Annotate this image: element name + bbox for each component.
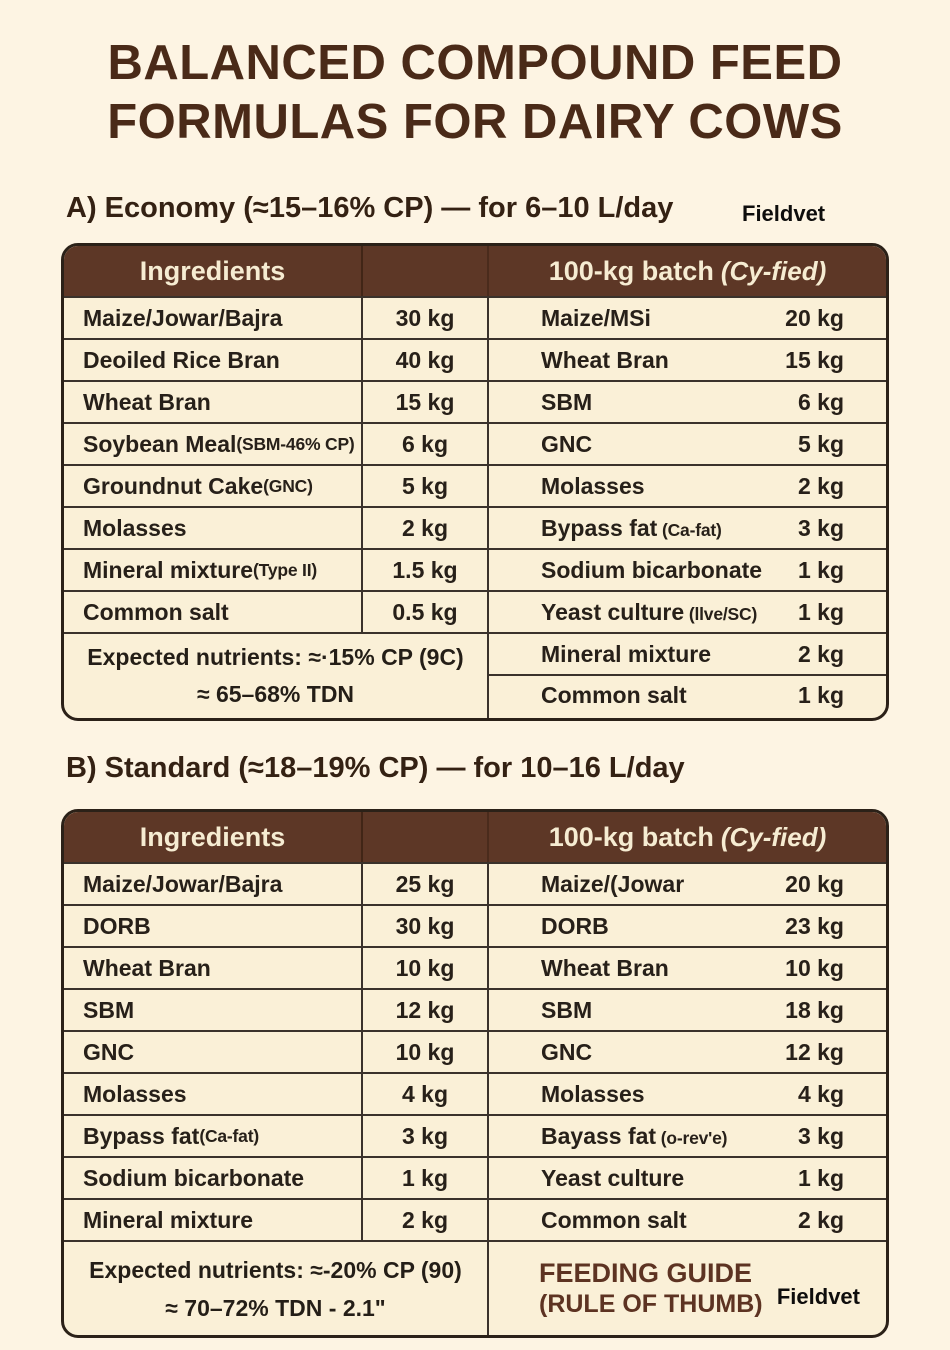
batch-cell [489,424,886,464]
batch-ingredient [541,1165,684,1192]
table-a-header-batch-label: 100-kg batch [548,255,714,286]
watermark-fieldvet-top: Fieldvet [742,201,826,226]
table-row [64,296,886,338]
batch-ingredient [541,997,592,1024]
ingredient-cell [64,298,363,338]
batch-ingredient [541,913,609,940]
ingredient-cell [64,1116,363,1156]
ingredient-name: GNC [83,1038,135,1065]
batch-cell [489,382,886,422]
ingredient-cell [64,550,363,590]
expected-nutrients-a [64,634,489,718]
batch-ingredient [541,515,722,542]
batch-cell [489,1158,886,1198]
batch-quantity: 2 kg [797,472,844,499]
table-b-header-row [64,812,886,862]
ingredient-cell [64,1200,363,1240]
batch-ingredient-name: GNC [541,430,593,457]
quantity-cell: 0.5 kg [363,592,489,632]
ingredient-name: Molasses [83,514,187,541]
expected-nutrients-a-line2: ≈ 65–68% TDN [196,681,355,707]
ingredient-name: Deoiled Rice Bran [83,346,280,373]
batch-ingredient-name: Bayass fat [541,1122,657,1149]
batch-cell [489,592,886,632]
quantity-cell: 5 kg [363,466,489,506]
batch-ingredient-name: Bypass fat [541,514,658,541]
page-title-line1: BALANCED COMPOUND FEED [107,36,843,90]
feeding-guide-line1: FEEDING GUIDE [539,1258,753,1288]
table-a-footer-extra-rows [489,634,886,718]
batch-quantity: 3 kg [797,1122,844,1149]
batch-ingredient-name: SBM [541,388,593,415]
page-title-line2: FORMULAS FOR DAIRY COWS [107,95,843,149]
batch-cell [489,340,886,380]
batch-ingredient-name: SBM [541,996,593,1023]
table-row [64,862,886,904]
batch-quantity: 3 kg [797,514,844,541]
batch-quantity: 23 kg [785,912,844,939]
ingredient-note: (Ca-fat) [199,1125,259,1146]
page-title [0,34,950,152]
table-row [64,1156,886,1198]
table-row [489,674,886,714]
table-row [64,506,886,548]
table-b-header-batch-label: 100-kg batch [548,821,714,852]
batch-cell [489,508,886,548]
table-row [64,464,886,506]
batch-ingredient [541,1207,687,1234]
batch-quantity: 18 kg [785,996,844,1023]
table-b-header-batch-note: (Cy-fied) [720,821,827,852]
batch-cell [489,864,886,904]
table-row [64,946,886,988]
table-row [64,1030,886,1072]
table-economy [61,243,889,721]
batch-ingredient-name: Molasses [541,472,645,499]
table-a-header-batch [489,246,886,296]
section-a-heading: A) Economy (≈15–16% CP) — for 6–10 L/day [66,192,674,224]
batch-ingredient [541,1123,727,1150]
expected-nutrients-b-line1: Expected nutrients: ≈-20% CP (90) [89,1256,462,1283]
batch-ingredient-name: Wheat Bran [541,954,669,981]
table-b-footer [64,1240,886,1335]
batch-ingredient-name: Yeast culture [541,598,685,625]
batch-ingredient [541,871,684,898]
ingredient-cell [64,592,363,632]
batch-quantity: 2 kg [797,1206,844,1233]
table-a-header-row [64,246,886,296]
ingredient-name: Wheat Bran [83,954,211,981]
batch-quantity: 5 kg [797,430,844,457]
quantity-cell: 10 kg [363,1032,489,1072]
batch-ingredient-name: Maize/MSi [541,304,651,331]
batch-ingredient-name: Yeast culture [541,1164,685,1191]
batch-ingredient [541,557,762,584]
batch-ingredient-name: Common salt [541,1206,687,1233]
quantity-cell: 1.5 kg [363,550,489,590]
batch-ingredient-note: (o-rev'e) [656,1127,728,1148]
batch-ingredient [541,599,757,626]
batch-ingredient-note: (Ca-fat) [657,519,722,540]
table-a-footer [64,632,886,718]
ingredient-note: (SBM-46% CP) [236,433,355,454]
batch-ingredient [541,389,592,416]
ingredient-cell [64,1158,363,1198]
table-row [64,1072,886,1114]
quantity-cell: 25 kg [363,864,489,904]
ingredient-name: Bypass fat [83,1122,200,1149]
ingredient-cell [64,1074,363,1114]
ingredient-cell [64,340,363,380]
batch-quantity: 15 kg [785,346,844,373]
batch-quantity: 1 kg [797,556,844,583]
batch-cell [489,550,886,590]
ingredient-name: Maize/Jowar/Bajra [83,304,283,331]
table-row [64,988,886,1030]
quantity-cell: 4 kg [363,1074,489,1114]
ingredient-cell [64,508,363,548]
ingredient-name: Wheat Bran [83,388,211,415]
batch-ingredient [541,955,669,982]
batch-ingredient-name: Common salt [541,681,687,708]
table-b-header-batch [489,812,886,862]
table-row [64,380,886,422]
table-a-header-batch-note: (Cy-fied) [720,255,827,286]
batch-ingredient-name: GNC [541,1038,593,1065]
batch-quantity: 6 kg [797,388,844,415]
quantity-cell: 2 kg [363,508,489,548]
quantity-cell: 6 kg [363,424,489,464]
batch-ingredient-note: (llve/SC) [684,603,758,624]
batch-quantity: 4 kg [797,1080,844,1107]
batch-ingredient [541,305,651,332]
ingredient-cell [64,948,363,988]
batch-ingredient-name: Sodium bicarbonate [541,556,763,583]
ingredient-cell [64,424,363,464]
ingredient-cell [64,990,363,1030]
watermark-fieldvet-bottom: Fieldvet [776,1284,860,1309]
ingredient-name: SBM [83,996,135,1023]
table-row [64,904,886,946]
quantity-cell: 12 kg [363,990,489,1030]
batch-cell [489,466,886,506]
batch-ingredient-name: Wheat Bran [541,346,669,373]
ingredient-name: Common salt [83,598,229,625]
batch-ingredient-name: DORB [541,912,609,939]
ingredient-name: Maize/Jowar/Bajra [83,870,283,897]
batch-ingredient-name: Maize/(Jowar [541,870,685,897]
ingredient-cell [64,466,363,506]
batch-cell [489,948,886,988]
batch-ingredient-name: Molasses [541,1080,645,1107]
ingredient-cell [64,864,363,904]
quantity-cell: 30 kg [363,906,489,946]
quantity-cell: 10 kg [363,948,489,988]
batch-quantity: 20 kg [785,304,844,331]
quantity-cell: 15 kg [363,382,489,422]
ingredient-note: (GNC) [263,475,313,496]
table-row [64,590,886,632]
expected-nutrients-b-line2: ≈ 70–72% TDN - 2.1" [165,1294,386,1321]
ingredient-name: Molasses [83,1080,187,1107]
batch-quantity: 1 kg [797,681,844,708]
table-row [64,1114,886,1156]
table-a-header-ingredients: Ingredients [64,246,363,296]
table-row [64,1198,886,1240]
quantity-cell: 3 kg [363,1116,489,1156]
batch-ingredient [541,347,669,374]
table-row [489,634,886,674]
ingredient-name: Mineral mixture [83,1206,253,1233]
quantity-cell: 40 kg [363,340,489,380]
section-b-heading: B) Standard (≈18–19% CP) — for 10–16 L/day [66,752,685,784]
batch-quantity: 10 kg [785,954,844,981]
quantity-cell: 1 kg [363,1158,489,1198]
expected-nutrients-b [64,1242,489,1335]
batch-cell [489,990,886,1030]
ingredient-note: (Type II) [253,559,317,580]
table-a-header-spacer [363,246,489,296]
expected-nutrients-a-line1: Expected nutrients: ≈·15% CP (9C) [87,644,464,670]
ingredient-name: Sodium bicarbonate [83,1164,305,1191]
table-row [64,422,886,464]
table-row [64,338,886,380]
ingredient-name: Groundnut Cake [83,472,264,499]
ingredient-cell [64,382,363,422]
batch-quantity: 2 kg [797,640,844,667]
batch-ingredient-name: Mineral mixture [541,640,711,667]
feeding-guide-line2: (RULE OF THUMB) [539,1290,763,1318]
batch-quantity: 1 kg [797,598,844,625]
batch-cell [489,1074,886,1114]
ingredient-cell [64,906,363,946]
quantity-cell: 30 kg [363,298,489,338]
ingredient-cell [64,1032,363,1072]
batch-cell [489,1032,886,1072]
batch-cell [489,906,886,946]
feeding-guide [489,1242,886,1335]
table-standard [61,809,889,1338]
ingredient-name: Mineral mixture [83,556,253,583]
batch-ingredient [541,473,645,500]
batch-quantity: 20 kg [785,870,844,897]
quantity-cell: 2 kg [363,1200,489,1240]
table-row [64,548,886,590]
batch-ingredient [541,431,592,458]
batch-quantity: 12 kg [785,1038,844,1065]
batch-cell [489,298,886,338]
batch-quantity: 1 kg [797,1164,844,1191]
batch-cell [489,1200,886,1240]
table-b-header-ingredients: Ingredients [64,812,363,862]
table-b-header-spacer [363,812,489,862]
ingredient-name: DORB [83,912,151,939]
batch-ingredient [541,1039,592,1066]
ingredient-name: Soybean Meal [83,430,237,457]
batch-ingredient [541,1081,645,1108]
batch-cell [489,1116,886,1156]
